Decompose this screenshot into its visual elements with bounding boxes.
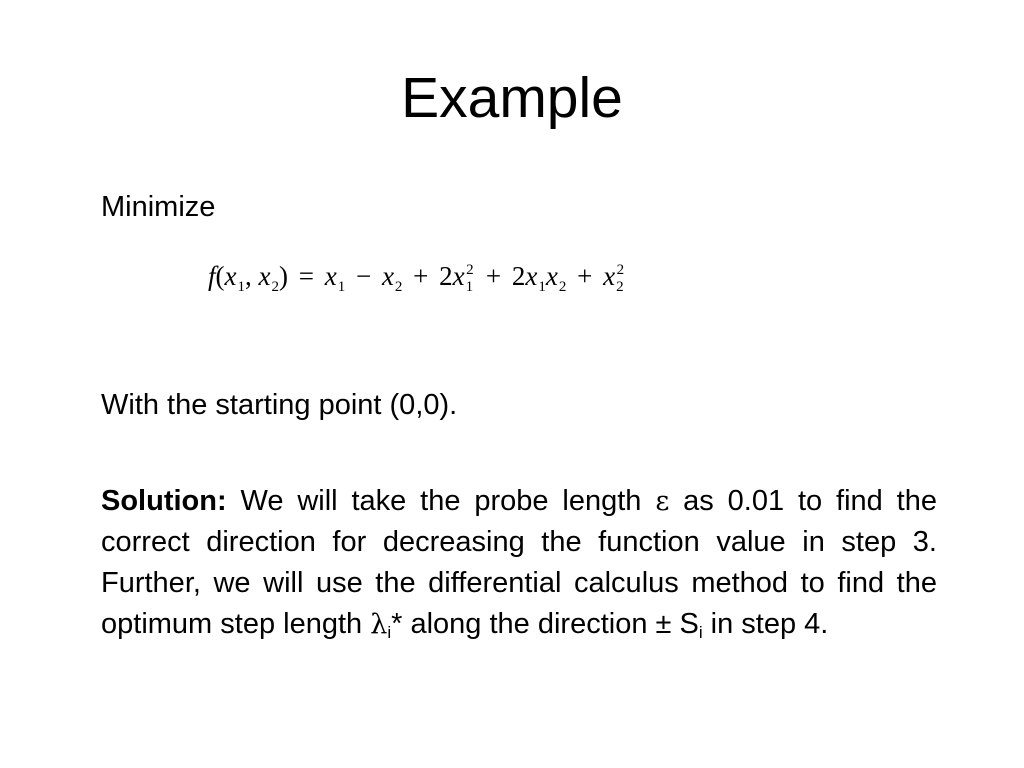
s-subscript: i — [698, 623, 703, 642]
formula-x2-squared — [603, 256, 625, 307]
epsilon-symbol: ε — [655, 486, 670, 517]
formula-sub: 1 — [538, 279, 546, 295]
formula-exponent: 2 — [466, 262, 474, 278]
solution-text-1: We will take the probe length — [226, 485, 656, 517]
formula-sub: 2 — [558, 279, 567, 295]
starting-point-text: With the starting point (0,0). — [101, 389, 458, 421]
formula-sub: 1 — [465, 279, 474, 295]
formula-sub: 1 — [237, 279, 245, 295]
formula-comma: , — [245, 261, 252, 291]
lambda-subscript: i — [387, 623, 392, 642]
formula-minus: − — [355, 261, 372, 291]
formula-plus: + — [485, 261, 502, 291]
formula-sub: 2 — [394, 279, 403, 295]
formula-equals: = — [298, 261, 314, 291]
lambda-star: * — [391, 608, 403, 640]
objective-function-formula — [208, 256, 626, 307]
solution-text-2: as 0.01 to find the correct direction for decreasing the function value in step 3. Further, we will use the differential calculus method to find the optimum step length — [101, 485, 937, 640]
formula-sub: 2 — [271, 279, 279, 295]
formula-f: f — [208, 261, 216, 291]
formula-plus: + — [413, 261, 429, 291]
solution-paragraph — [101, 481, 937, 653]
formula-coefficient: 2 — [439, 261, 453, 291]
formula-close-paren: ) — [278, 261, 288, 291]
formula-plus: + — [577, 261, 593, 291]
slide-title: Example — [401, 66, 623, 130]
lambda-symbol: λ — [370, 609, 388, 640]
formula-coefficient: 2 — [511, 261, 526, 291]
formula-exponent: 2 — [616, 262, 625, 278]
formula-x1-squared — [453, 256, 475, 307]
formula-x: x — [381, 261, 394, 291]
formula-x: x — [452, 261, 465, 291]
formula-x: x — [324, 261, 337, 291]
formula-x: x — [525, 261, 538, 291]
formula-x: x — [224, 261, 237, 291]
formula-sub: 2 — [616, 279, 624, 295]
formula-open-paren: ( — [215, 261, 225, 291]
formula-sub: 1 — [337, 279, 346, 295]
formula-x: x — [603, 261, 616, 291]
formula-x: x — [258, 261, 271, 291]
formula-x: x — [545, 261, 558, 291]
solution-label: Solution: — [101, 485, 227, 517]
solution-text-4: in step 4. — [702, 608, 829, 640]
minimize-label: Minimize — [101, 191, 216, 223]
solution-text-3: along the direction ± S — [402, 608, 699, 640]
